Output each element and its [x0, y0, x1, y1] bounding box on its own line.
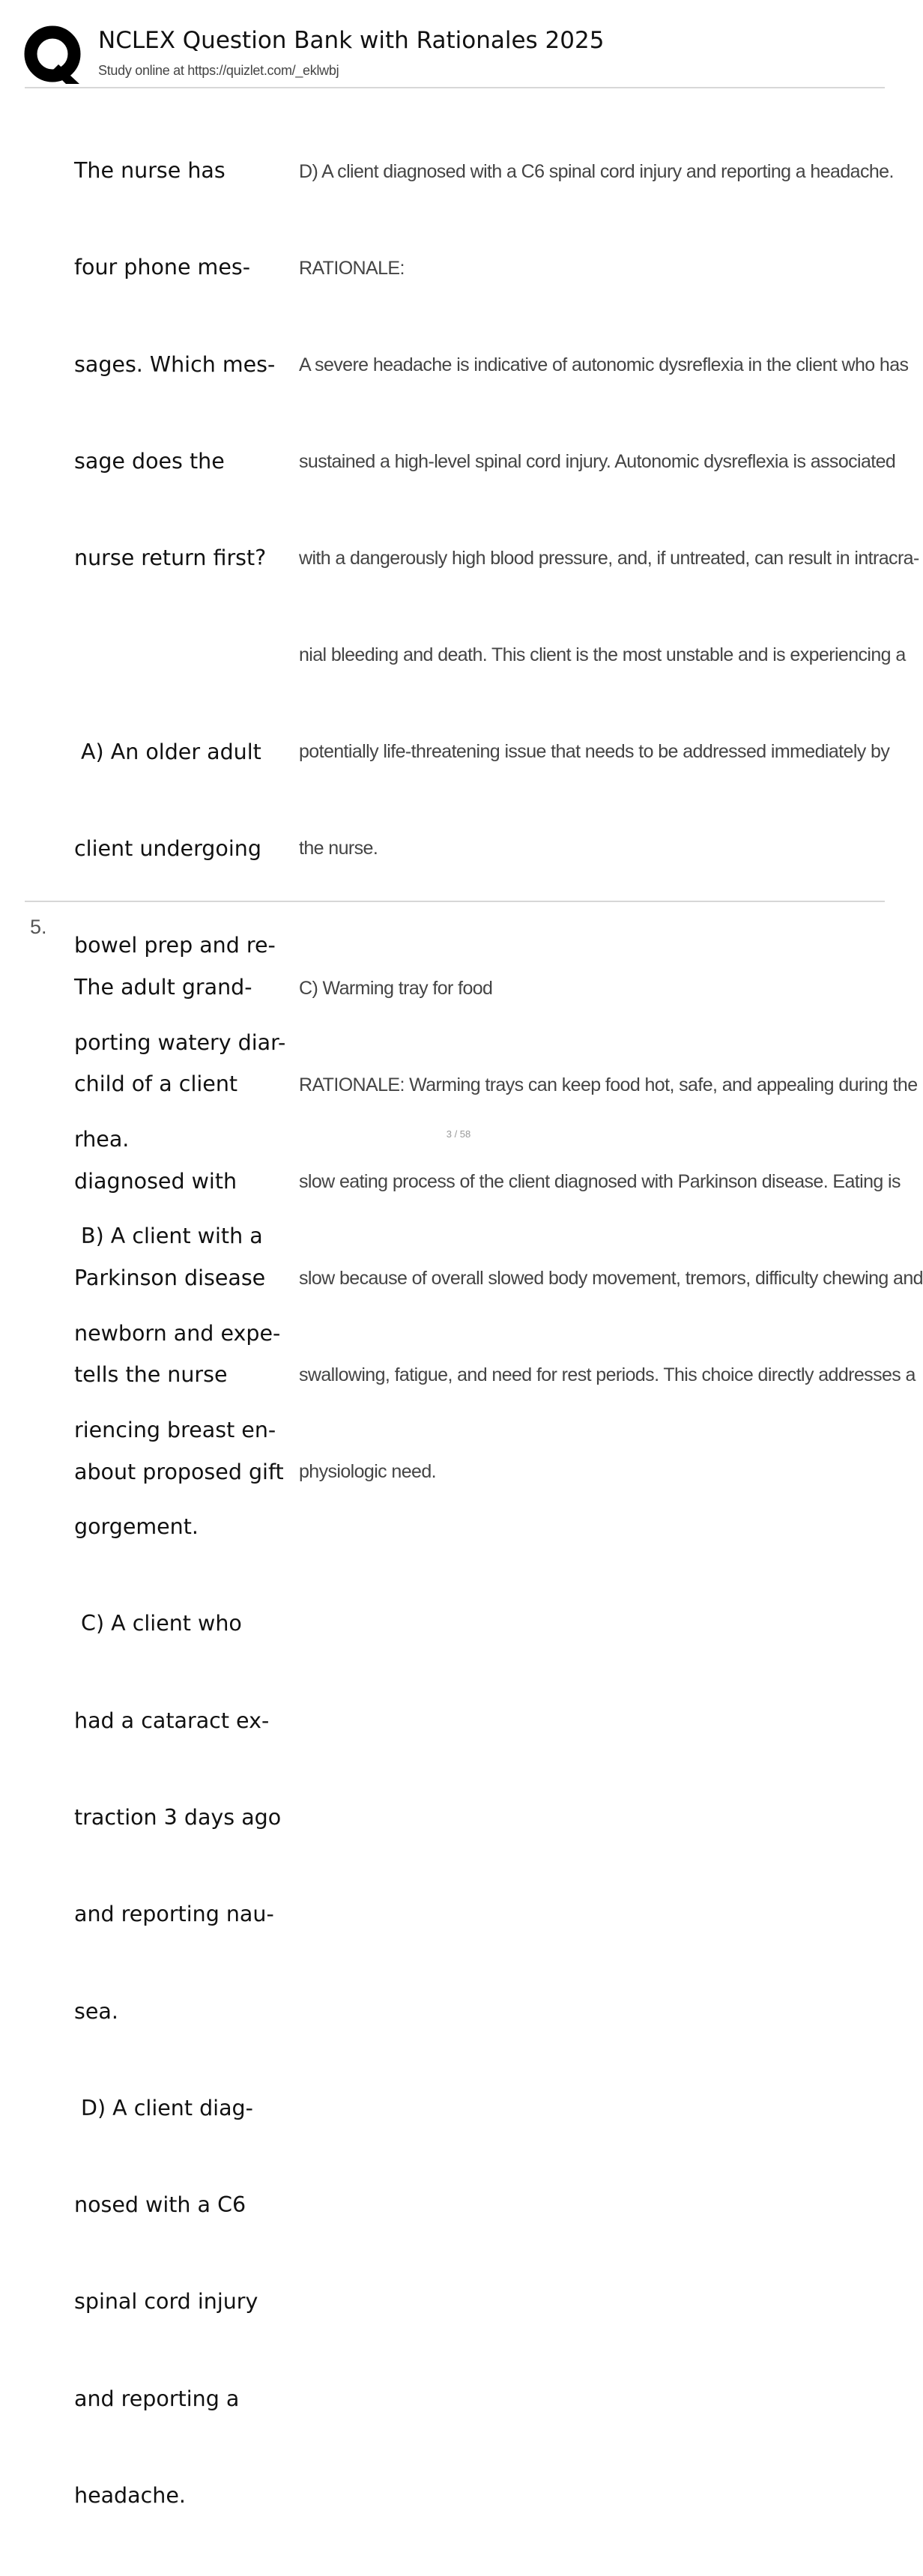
- question-line: child of a client: [74, 1071, 238, 1097]
- question-line: sages. Which mes-: [74, 351, 276, 377]
- question-line: nurse return first?: [74, 545, 267, 571]
- question-line: sage does the: [74, 449, 225, 474]
- study-online-link-text: Study online at https://quizlet.com/_eklwbj: [98, 63, 339, 78]
- rationale-line: physiologic need.: [299, 1461, 436, 1482]
- answer-choice: C) Warming tray for food: [299, 978, 493, 999]
- option-a-line: A) An older adult: [74, 739, 261, 764]
- question-line: rhea.: [74, 1127, 130, 1152]
- document-title: NCLEX Question Bank with Rationales 2025: [98, 27, 605, 54]
- question-line: The nurse has: [74, 158, 226, 184]
- question-line: and reporting nau-: [74, 1902, 274, 1927]
- card-divider: [25, 901, 885, 902]
- rationale-line: sustained a high-level spinal cord injury. Autonomic dysreflexia is associated: [299, 451, 896, 472]
- question-line: had a cataract ex-: [74, 1708, 270, 1733]
- question-line: sea.: [74, 1998, 118, 2024]
- question-line: newborn and expe-: [74, 1320, 281, 1346]
- question-line: porting watery diar-: [74, 1030, 286, 1055]
- rationale-line: swallowing, fatigue, and need for rest periods. This choice directly addresses a: [299, 1364, 916, 1385]
- question-line: [74, 639, 299, 671]
- rationale-line: the nurse.: [299, 838, 378, 859]
- question-line: bowel prep and re-: [74, 933, 276, 958]
- question-line: nosed with a C6: [74, 2192, 246, 2218]
- question-line: gorgement.: [74, 1514, 199, 1540]
- answer-text: [299, 91, 919, 929]
- header-divider: [25, 87, 885, 88]
- question-line: diagnosed with: [74, 1168, 237, 1194]
- rationale-line: slow eating process of the client diagnosed with Parkinson disease. Eating is: [299, 1171, 901, 1192]
- option-b-line: B) A client with a: [74, 1224, 263, 1249]
- question-line: traction 3 days ago: [74, 1804, 282, 1830]
- question-text: [74, 907, 299, 1552]
- question-line: tells the nurse: [74, 1362, 228, 1388]
- question-line: headache.: [74, 2482, 186, 2508]
- page-number: 3 / 58: [446, 1128, 471, 1140]
- question-line: four phone mes-: [74, 255, 250, 280]
- answer-choice: D) A client diagnosed with a C6 spinal cord injury and reporting a headache.: [299, 161, 894, 182]
- question-line: riencing breast en-: [74, 1417, 276, 1442]
- rationale-line: RATIONALE: Warming trays can keep food hot, safe, and appealing during the: [299, 1074, 918, 1095]
- rationale-line: A severe headache is indicative of autonomic dysreflexia in the client who has: [299, 354, 909, 375]
- rationale-line: potentially life-threatening issue that needs to be addressed immediately by: [299, 741, 890, 762]
- option-c-line: C) A client who: [74, 1611, 242, 1636]
- question-line: and reporting a: [74, 2386, 240, 2411]
- question-line: The adult grand-: [74, 975, 252, 1000]
- option-d-line: D) A client diag-: [74, 2095, 253, 2120]
- page-header: [0, 0, 917, 88]
- question-line: about proposed gift: [74, 1459, 284, 1484]
- question-line: Parkinson disease: [74, 1266, 266, 1291]
- rationale-line: nial bleeding and death. This client is the most unstable and is experiencing a: [299, 644, 906, 665]
- rationale-line: slow because of overall slowed body movement, tremors, difficulty chewing and: [299, 1268, 923, 1289]
- rationale-heading: RATIONALE:: [299, 258, 405, 279]
- answer-text: [299, 908, 923, 1552]
- question-line: client undergoing: [74, 836, 261, 862]
- question-line: spinal cord injury: [74, 2289, 258, 2315]
- card-number: 5.: [30, 916, 47, 938]
- quizlet-logo-icon: [24, 25, 84, 85]
- rationale-line: with a dangerously high blood pressure, and, if untreated, can result in intracra-: [299, 548, 919, 569]
